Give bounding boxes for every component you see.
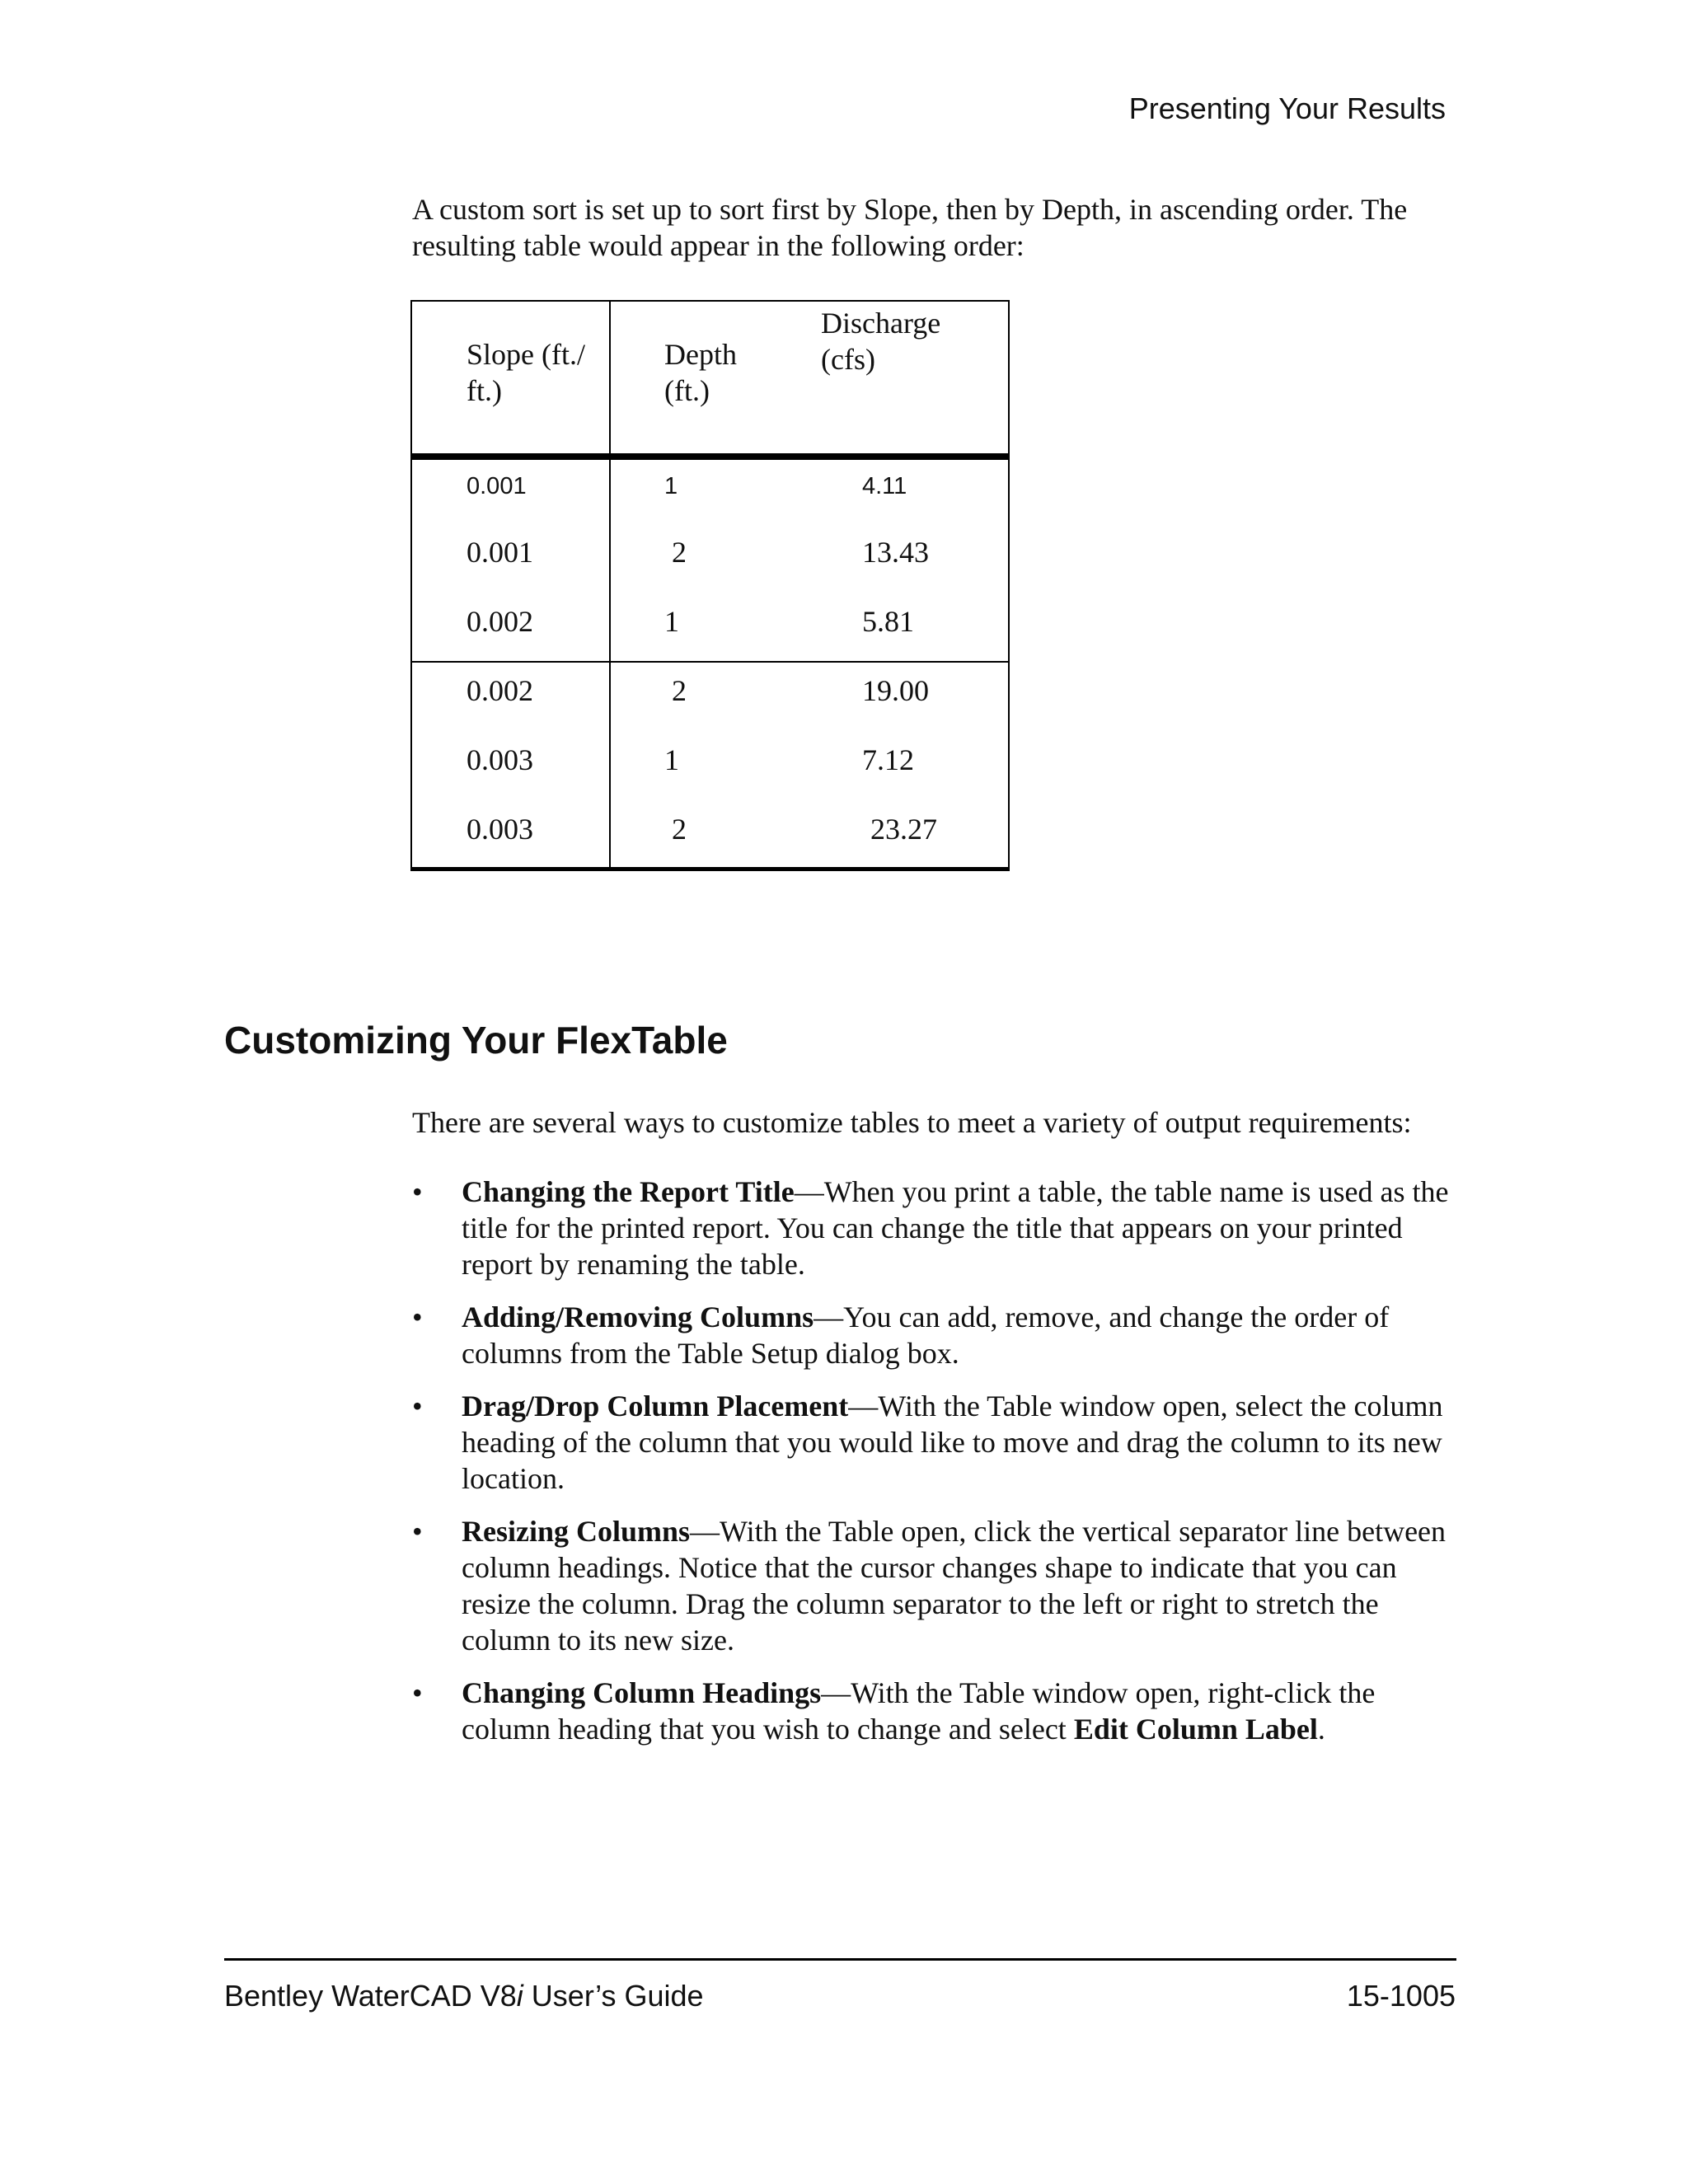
intro-paragraph: A custom sort is set up to sort first by Slope, then by Depth, in ascending order. The resulting table would appear in the following order:: [412, 193, 1408, 262]
table-cell-slope: 0.002: [467, 674, 533, 707]
table-header-depth: Depth (ft.): [664, 338, 737, 407]
table-header-slope: Slope (ft./ ft.): [467, 338, 585, 407]
table-cell-slope: 0.002: [467, 605, 533, 638]
table-cell-discharge: 5.81: [862, 605, 914, 638]
list-item: [412, 1513, 1459, 1658]
footer-rule: [224, 1958, 1456, 1961]
footer-guide-title: [224, 1976, 704, 2016]
table-cell-depth: 1: [664, 605, 679, 638]
table-cell-depth: 1: [664, 473, 678, 499]
table-right-border: [1008, 300, 1010, 870]
section-lead-paragraph: There are several ways to customize tables to meet a variety of output requirements:: [412, 1106, 1412, 1139]
table-cell-depth: 1: [664, 743, 679, 776]
table-cell-discharge: 4.11: [862, 473, 907, 499]
table-cell-depth: 2: [672, 674, 687, 707]
table-cell-slope: 0.003: [467, 813, 533, 846]
bullet-term: Changing Column Headings: [462, 1676, 822, 1709]
table-cell-discharge: 13.43: [862, 536, 929, 569]
table-cell-discharge: 19.00: [862, 674, 929, 707]
bullet-term: Adding/Removing Columns: [462, 1301, 814, 1333]
bullet-icon: •: [412, 1301, 423, 1333]
list-item: [412, 1675, 1459, 1747]
footer-guide-italic: i: [516, 1979, 523, 2013]
bullet-term: Drag/Drop Column Placement: [462, 1390, 849, 1422]
bullet-text: —With the Table window open, select the column heading of the column that you would like to move and drag the column to its new location.: [462, 1390, 1443, 1495]
footer-guide-prefix: Bentley WaterCAD V8: [224, 1979, 517, 2013]
table-header-rule: [410, 453, 1010, 460]
table-cell-slope: 0.001: [467, 536, 533, 569]
bullet-text-end: .: [1317, 1713, 1325, 1746]
bullet-term: Changing the Report Title: [462, 1175, 795, 1208]
list-item: [412, 1174, 1459, 1282]
table-bottom-rule: [410, 867, 1010, 871]
bullet-icon: •: [412, 1515, 423, 1548]
bullet-text: —When you print a table, the table name is used as the title for the printed report. You can change the title that appears on your printed report by renaming the table.: [462, 1175, 1449, 1281]
ui-label-edit-column-label: Edit Column Label: [1073, 1713, 1318, 1746]
table-top-border: [410, 300, 1010, 302]
table-cell-depth: 2: [672, 536, 687, 569]
bullet-icon: •: [412, 1676, 423, 1709]
bullet-icon: •: [412, 1390, 423, 1422]
bullet-icon: •: [412, 1175, 423, 1208]
page-number: 15-1005: [1346, 1979, 1456, 2013]
list-item: [412, 1388, 1459, 1497]
table-cell-slope: 0.001: [467, 473, 527, 499]
running-header: Presenting Your Results: [1128, 91, 1446, 125]
table-header-discharge: Discharge (cfs): [821, 307, 941, 376]
table-cell-slope: 0.003: [467, 743, 533, 776]
bullet-list: [412, 1174, 1459, 1764]
table-left-border: [410, 300, 412, 870]
table-column-divider: [609, 300, 611, 870]
table-cell-depth: 2: [672, 813, 687, 846]
table-cell-discharge: 23.27: [870, 813, 937, 846]
table-cell-discharge: 7.12: [862, 743, 914, 776]
bullet-text: —You can add, remove, and change the order of columns from the Table Setup dialog box.: [462, 1301, 1390, 1370]
bullet-term: Resizing Columns: [462, 1515, 691, 1548]
bullet-text: —With the Table window open, right-click the column heading that you wish to change and select: [462, 1676, 1376, 1746]
list-item: [412, 1299, 1459, 1371]
section-title: Customizing Your FlexTable: [224, 1019, 728, 1062]
footer-guide-suffix: User’s Guide: [523, 1979, 704, 2013]
table-middle-rule: [410, 661, 1010, 663]
bullet-text: —With the Table open, click the vertical separator line between column headings. Notice that the cursor changes shape to indicate that you can resize the column. Drag the column separator to the left or right to stretch the column to its new size.: [462, 1515, 1447, 1657]
